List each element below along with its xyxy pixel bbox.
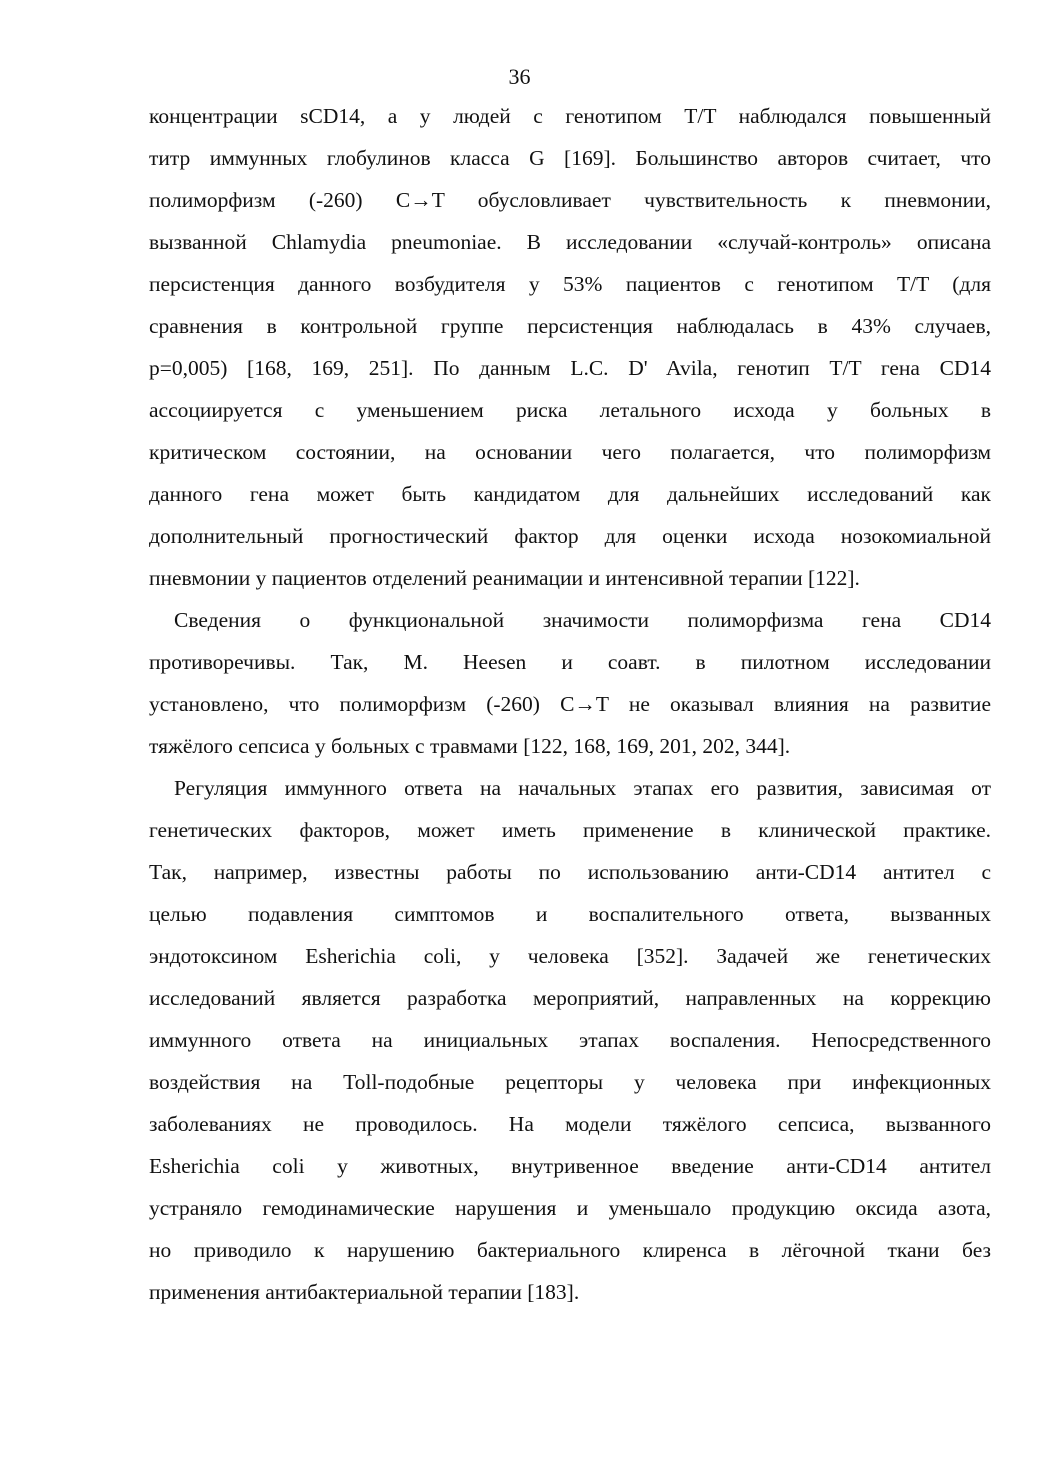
text-line: заболеваниях не проводилось. На модели тяжёлого сепсиса, вызванного (149, 1112, 991, 1136)
text-line: но приводило к нарушению бактериального клиренса в лёгочной ткани без (149, 1238, 991, 1262)
body-text (149, 95, 991, 1313)
text-line: критическом состоянии, на основании чего полагается, что полиморфизм (149, 440, 991, 464)
text-line: пневмонии у пациентов отделений реанимации и интенсивной терапии [122]. (149, 566, 860, 590)
text-line: ассоциируется с уменьшением риска летального исхода у больных в (149, 398, 991, 422)
text-line: Esherichia coli у животных, внутривенное введение анти-CD14 антител (149, 1154, 991, 1178)
text-line: Регуляция иммунного ответа на начальных этапах его развития, зависимая от (174, 776, 991, 800)
text-line: генетических факторов, может иметь применение в клинической практике. (149, 818, 991, 842)
text-line: Сведения о функциональной значимости полиморфизма гена CD14 (174, 608, 991, 632)
text-line: иммунного ответа на инициальных этапах воспаления. Непосредственного (149, 1028, 991, 1052)
text-line: эндотоксином Esherichia coli, у человека [352]. Задачей же генетических (149, 944, 991, 968)
text-line: установлено, что полиморфизм (-260) C→T не оказывал влияния на развитие (149, 692, 991, 716)
text-line: персистенция данного возбудителя у 53% пациентов с генотипом T/T (для (149, 272, 991, 296)
text-line: исследований является разработка мероприятий, направленных на коррекцию (149, 986, 991, 1010)
text-line: сравнения в контрольной группе персистенция наблюдалась в 43% случаев, (149, 314, 991, 338)
text-line: устраняло гемодинамические нарушения и уменьшало продукцию оксида азота, (149, 1196, 991, 1220)
text-line: противоречивы. Так, M. Heesen и соавт. в пилотном исследовании (149, 650, 991, 674)
text-line: целью подавления симптомов и воспалительного ответа, вызванных (149, 902, 991, 926)
text-line: воздействия на Toll-подобные рецепторы у человека при инфекционных (149, 1070, 991, 1094)
text-line: вызванной Chlamydia pneumoniae. В исследовании «случай-контроль» описана (149, 230, 991, 254)
text-line: тяжёлого сепсиса у больных с травмами [122, 168, 169, 201, 202, 344]. (149, 734, 791, 758)
text-line: применения антибактериальной терапии [183]. (149, 1280, 580, 1304)
text-line: полиморфизм (-260) C→T обусловливает чувствительность к пневмонии, (149, 188, 991, 212)
text-line: титр иммунных глобулинов класса G [169]. Большинство авторов считает, что (149, 146, 991, 170)
text-line: Так, например, известны работы по использованию анти-CD14 антител с (149, 860, 991, 884)
text-line: дополнительный прогностический фактор для оценки исхода нозокомиальной (149, 524, 991, 548)
text-line: p=0,005) [168, 169, 251]. По данным L.C. D' Avila, генотип T/T гена CD14 (149, 356, 991, 380)
text-line: концентрации sCD14, а у людей с генотипом T/T наблюдался повышенный (149, 104, 991, 128)
text-line: данного гена может быть кандидатом для дальнейших исследований как (149, 482, 991, 506)
page-number: 36 (508, 64, 531, 89)
